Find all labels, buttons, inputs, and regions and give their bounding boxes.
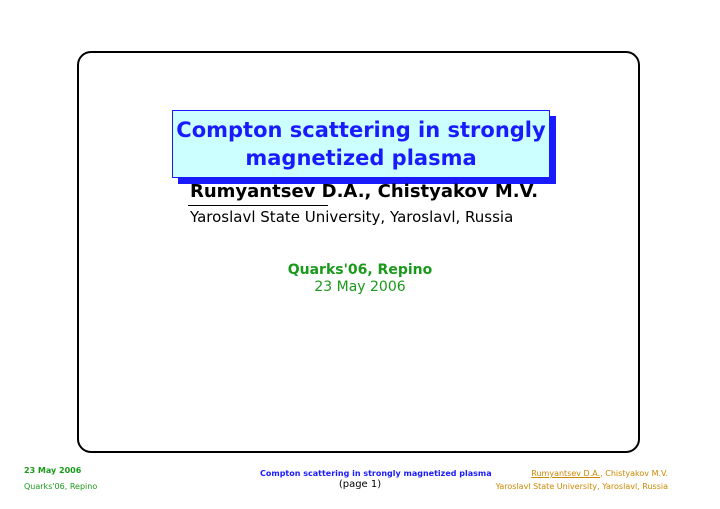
- authors: Rumyantsev D.A., Chistyakov M.V.: [190, 181, 539, 202]
- title-box: [172, 110, 550, 178]
- title-line-1: Compton scattering in strongly: [176, 118, 546, 142]
- footer-author-other: Chistyakov M.V.: [602, 469, 668, 478]
- footer-page: (page 1): [338, 479, 382, 490]
- footer-title: Compton scattering in strongly magnetized plasma: [260, 469, 492, 478]
- presenter-underline: [188, 205, 328, 206]
- conference: Quarks'06, Repino: [287, 262, 433, 278]
- footer-affiliation: Yaroslavl State University, Yaroslavl, Russia: [495, 482, 668, 491]
- footer-presenter: Rumyantsev D.A.: [531, 469, 601, 478]
- affiliation: Yaroslavl State University, Yaroslavl, Russia: [190, 208, 514, 226]
- footer-date: 23 May 2006: [24, 466, 82, 475]
- date: 23 May 2006: [314, 279, 406, 295]
- footer-author-separator: ,: [600, 469, 603, 478]
- footer-conference: Quarks'06, Repino: [24, 482, 98, 491]
- footer-authors: [531, 469, 668, 478]
- title-line-2: magnetized plasma: [245, 146, 477, 170]
